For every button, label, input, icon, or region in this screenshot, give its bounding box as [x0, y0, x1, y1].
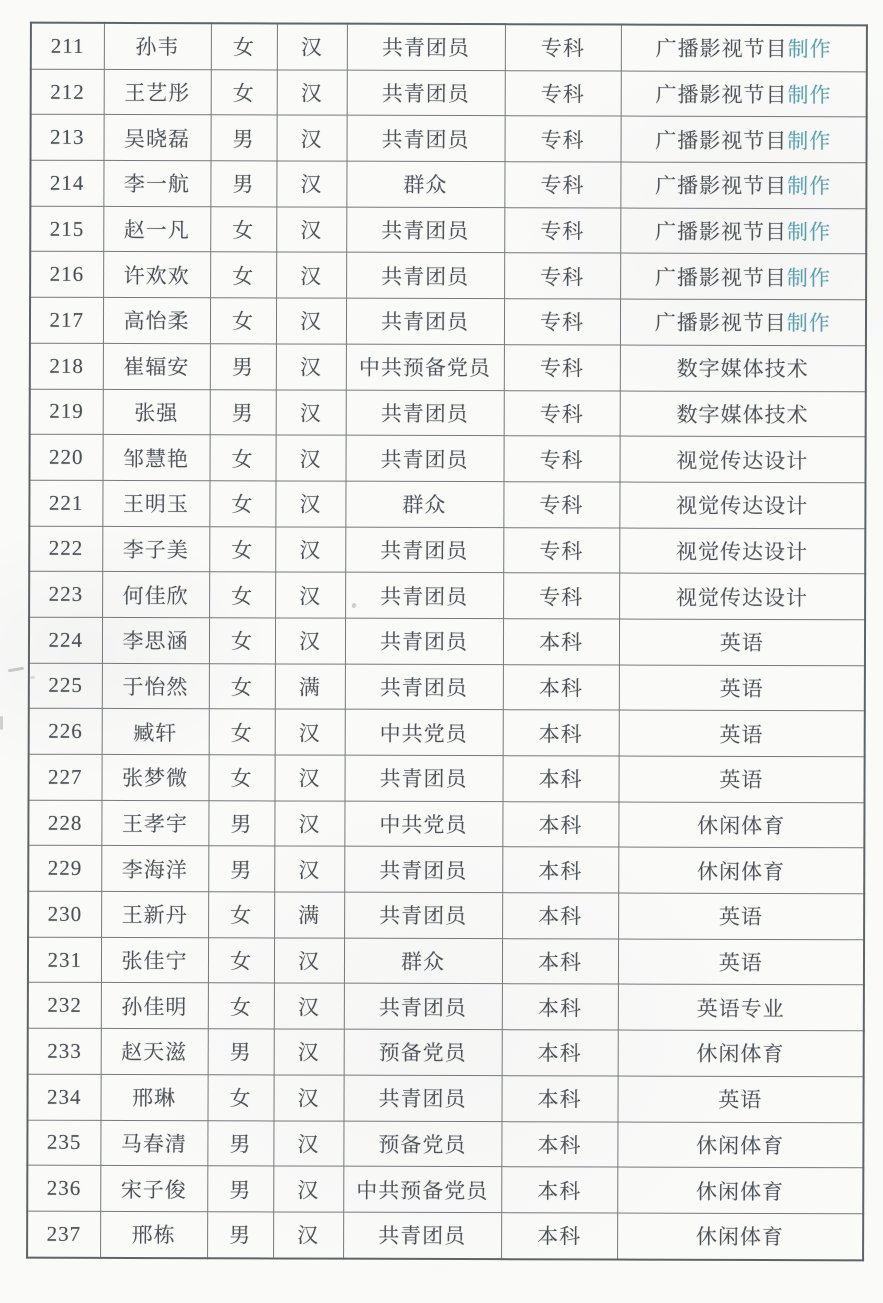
cell-major: 英语专业	[618, 984, 864, 1030]
cell-major: 英语	[619, 710, 865, 756]
cell-education-level: 专科	[504, 162, 620, 208]
cell-gender: 男	[210, 344, 276, 390]
table-row	[28, 891, 864, 939]
cell-political-status: 共青团员	[347, 70, 505, 116]
cell-ethnicity: 汉	[276, 161, 346, 207]
cell-ethnicity: 汉	[273, 1166, 343, 1212]
cell-number: 230	[28, 891, 101, 937]
table-row	[28, 800, 864, 848]
cell-ethnicity: 汉	[274, 938, 344, 984]
cell-major: 视觉传达设计	[619, 573, 865, 619]
cell-education-level: 本科	[501, 1167, 617, 1213]
cell-ethnicity: 汉	[277, 23, 347, 69]
cell-major	[621, 25, 867, 72]
cell-number: 220	[30, 434, 103, 480]
cell-gender: 女	[208, 755, 274, 801]
cell-name: 崔辐安	[103, 343, 210, 389]
cell-education-level: 专科	[505, 70, 621, 116]
cell-gender: 男	[208, 800, 274, 846]
cell-education-level: 本科	[503, 710, 619, 756]
cell-education-level: 本科	[501, 1213, 617, 1260]
cell-gender: 女	[207, 1075, 273, 1121]
cell-gender: 男	[208, 846, 274, 892]
scan-smudge	[8, 667, 24, 673]
cell-major: 英语	[617, 1076, 863, 1122]
cell-political-status: 群众	[346, 161, 504, 207]
cell-political-status: 中共预备党员	[346, 344, 504, 390]
cell-gender: 男	[208, 1029, 274, 1075]
cell-political-status: 中共预备党员	[343, 1166, 501, 1212]
cell-education-level: 专科	[504, 253, 620, 299]
cell-number: 219	[30, 389, 103, 435]
cell-number: 235	[27, 1120, 100, 1166]
cell-education-level: 本科	[502, 893, 618, 939]
cell-major	[620, 162, 866, 208]
cell-major	[620, 299, 866, 345]
cell-ethnicity: 汉	[274, 846, 344, 892]
cell-number: 215	[30, 206, 103, 252]
cell-ethnicity: 汉	[277, 115, 347, 161]
cell-major: 休闲体育	[618, 802, 864, 848]
cell-political-status: 群众	[345, 481, 503, 527]
cell-gender: 男	[210, 389, 276, 435]
cell-education-level: 本科	[502, 756, 618, 802]
cell-name: 高怡柔	[103, 298, 210, 344]
major-text-accent: 制作	[787, 83, 832, 108]
cell-education-level: 本科	[503, 619, 619, 665]
cell-name: 张强	[103, 389, 210, 435]
cell-name: 于怡然	[102, 663, 209, 709]
table-row	[29, 617, 865, 665]
cell-major: 数字媒体技术	[620, 345, 866, 391]
cell-gender: 女	[209, 709, 275, 755]
cell-gender: 男	[210, 161, 276, 207]
cell-name: 赵天滋	[101, 1029, 208, 1075]
major-text-accent: 制作	[786, 220, 832, 245]
cell-name: 臧轩	[102, 709, 209, 755]
cell-major: 休闲体育	[618, 847, 864, 893]
cell-number: 225	[29, 663, 102, 709]
cell-education-level: 本科	[501, 1075, 617, 1121]
cell-number: 222	[29, 526, 102, 572]
cell-number: 216	[30, 252, 103, 298]
cell-gender: 男	[211, 115, 277, 161]
cell-education-level: 专科	[504, 207, 620, 253]
cell-major: 英语	[619, 665, 865, 711]
major-text: 广播影视节目	[654, 311, 787, 336]
cell-major	[621, 116, 867, 162]
cell-ethnicity: 汉	[276, 344, 346, 390]
cell-gender: 女	[209, 572, 275, 618]
cell-education-level: 专科	[505, 116, 621, 162]
cell-name: 李子美	[102, 526, 209, 572]
cell-political-status: 共青团员	[344, 892, 502, 938]
table-row	[29, 526, 865, 574]
cell-gender: 女	[208, 892, 274, 938]
cell-political-status: 预备党员	[344, 1029, 502, 1075]
cell-gender: 女	[209, 526, 275, 572]
cell-gender: 女	[209, 663, 275, 709]
scan-smudge	[0, 716, 3, 730]
cell-political-status: 共青团员	[345, 572, 503, 618]
cell-education-level: 专科	[505, 24, 621, 71]
cell-political-status: 共青团员	[345, 527, 503, 573]
cell-education-level: 本科	[501, 1121, 617, 1167]
cell-gender: 女	[211, 23, 277, 69]
cell-name: 邢栋	[100, 1211, 207, 1258]
cell-education-level: 本科	[502, 801, 618, 847]
cell-name: 何佳欣	[102, 572, 209, 618]
cell-gender: 女	[210, 435, 276, 481]
cell-major	[620, 208, 866, 254]
table-row	[30, 160, 866, 208]
cell-education-level: 专科	[503, 573, 619, 619]
major-text-accent: 制作	[786, 265, 831, 290]
cell-political-status: 共青团员	[343, 1212, 501, 1259]
cell-ethnicity: 满	[275, 664, 345, 710]
table-row	[28, 754, 864, 802]
cell-number: 212	[31, 69, 104, 115]
cell-number: 221	[29, 480, 102, 526]
cell-political-status: 共青团员	[346, 390, 504, 436]
cell-gender: 女	[210, 252, 276, 298]
major-text: 广播影视节目	[654, 219, 788, 245]
cell-gender: 女	[208, 938, 274, 984]
cell-political-status: 共青团员	[346, 435, 504, 481]
table-row	[29, 480, 865, 528]
cell-number: 223	[29, 571, 102, 617]
cell-name: 王艺彤	[104, 69, 211, 115]
table-row	[31, 115, 867, 163]
cell-number: 234	[27, 1074, 100, 1120]
major-text: 广播影视节目	[655, 82, 788, 108]
table-row	[30, 206, 866, 254]
cell-political-status: 群众	[344, 938, 502, 984]
cell-gender: 女	[208, 983, 274, 1029]
cell-education-level: 专科	[504, 299, 620, 345]
cell-major: 英语	[618, 756, 864, 802]
cell-major: 休闲体育	[617, 1167, 863, 1213]
cell-ethnicity: 汉	[274, 801, 344, 847]
cell-education-level: 本科	[502, 984, 618, 1030]
cell-major: 视觉传达设计	[620, 436, 866, 482]
table-row	[30, 389, 866, 437]
cell-political-status: 共青团员	[346, 253, 504, 299]
cell-education-level: 专科	[504, 344, 620, 390]
cell-major: 视觉传达设计	[619, 528, 865, 574]
table-tilt-wrapper	[26, 22, 868, 1261]
cell-political-status: 共青团员	[346, 207, 504, 253]
cell-major	[621, 71, 867, 117]
cell-political-status: 共青团员	[347, 24, 505, 71]
table-row	[31, 23, 867, 72]
cell-ethnicity: 汉	[275, 527, 345, 573]
cell-number: 231	[28, 937, 101, 983]
cell-name: 张梦微	[101, 754, 208, 800]
cell-gender: 女	[210, 298, 276, 344]
cell-name: 宋子俊	[100, 1166, 207, 1212]
major-text-accent: 制作	[787, 174, 832, 199]
student-roster-table	[26, 22, 868, 1261]
cell-gender: 女	[210, 207, 276, 253]
major-text: 广播影视节目	[655, 36, 788, 62]
cell-ethnicity: 汉	[275, 572, 345, 618]
cell-political-status: 共青团员	[344, 847, 502, 893]
cell-gender: 女	[211, 69, 277, 115]
table-row	[30, 434, 866, 482]
cell-ethnicity: 汉	[277, 70, 347, 116]
cell-number: 213	[31, 115, 104, 161]
cell-number: 214	[30, 160, 103, 206]
cell-major: 休闲体育	[618, 1030, 864, 1076]
cell-name: 李一航	[103, 160, 210, 206]
cell-name: 王明玉	[102, 480, 209, 526]
cell-name: 张佳宁	[101, 937, 208, 983]
major-text-accent: 制作	[787, 128, 832, 153]
cell-number: 236	[27, 1165, 100, 1211]
table-row	[28, 1028, 864, 1076]
cell-major: 英语	[618, 939, 864, 985]
table-row	[29, 708, 865, 756]
cell-education-level: 专科	[504, 436, 620, 482]
cell-ethnicity: 汉	[276, 252, 346, 298]
cell-major: 英语	[619, 619, 865, 665]
cell-political-status: 共青团员	[347, 116, 505, 162]
cell-name: 孙佳明	[101, 983, 208, 1029]
cell-ethnicity: 汉	[274, 755, 344, 801]
table-row	[28, 937, 864, 985]
cell-name: 王新丹	[101, 891, 208, 937]
cell-number: 233	[28, 1028, 101, 1074]
table-row	[28, 846, 864, 894]
cell-major: 视觉传达设计	[619, 482, 865, 528]
cell-ethnicity: 汉	[275, 481, 345, 527]
cell-ethnicity: 汉	[276, 389, 346, 435]
table-row	[30, 343, 866, 391]
cell-major: 休闲体育	[617, 1213, 863, 1260]
cell-number: 232	[28, 983, 101, 1029]
major-text: 广播影视节目	[655, 128, 788, 153]
cell-gender: 男	[207, 1120, 273, 1166]
cell-political-status: 共青团员	[344, 755, 502, 801]
cell-number: 226	[29, 708, 102, 754]
table-row	[29, 571, 865, 619]
cell-major	[620, 253, 866, 299]
cell-political-status: 预备党员	[343, 1121, 501, 1167]
cell-name: 邹慧艳	[103, 435, 210, 481]
cell-ethnicity: 满	[274, 892, 344, 938]
table-row	[31, 69, 867, 117]
major-text: 广播影视节目	[654, 265, 787, 290]
cell-education-level: 专科	[503, 482, 619, 528]
cell-number: 237	[27, 1211, 100, 1257]
cell-major: 数字媒体技术	[620, 391, 866, 437]
table-row	[27, 1074, 863, 1122]
cell-education-level: 本科	[502, 1030, 618, 1076]
cell-name: 李海洋	[101, 846, 208, 892]
cell-gender: 男	[207, 1166, 273, 1212]
cell-number: 224	[29, 617, 102, 663]
cell-number: 218	[30, 343, 103, 389]
cell-political-status: 共青团员	[346, 298, 504, 344]
table-row	[27, 1165, 863, 1213]
table-row	[27, 1211, 863, 1260]
table-row	[28, 983, 864, 1031]
table-row	[27, 1120, 863, 1168]
cell-education-level: 本科	[502, 938, 618, 984]
cell-ethnicity: 汉	[276, 207, 346, 253]
cell-political-status: 共青团员	[345, 664, 503, 710]
cell-ethnicity: 汉	[275, 709, 345, 755]
cell-political-status: 共青团员	[344, 984, 502, 1030]
cell-number: 228	[28, 800, 101, 846]
cell-number: 227	[28, 754, 101, 800]
major-text: 广播影视节目	[655, 174, 788, 199]
cell-ethnicity: 汉	[275, 618, 345, 664]
cell-name: 吴晓磊	[104, 115, 211, 161]
major-text-accent: 制作	[786, 311, 831, 336]
cell-name: 孙韦	[104, 23, 211, 70]
cell-ethnicity: 汉	[273, 1120, 343, 1166]
cell-number: 211	[31, 23, 104, 69]
cell-ethnicity: 汉	[274, 1029, 344, 1075]
table-row	[30, 297, 866, 345]
cell-education-level: 本科	[503, 664, 619, 710]
cell-name: 许欢欢	[103, 252, 210, 298]
cell-name: 马春清	[100, 1120, 207, 1166]
cell-name: 王孝宇	[101, 800, 208, 846]
cell-gender: 女	[209, 481, 275, 527]
cell-ethnicity: 汉	[273, 1075, 343, 1121]
cell-number: 217	[30, 297, 103, 343]
cell-major: 休闲体育	[617, 1122, 863, 1168]
cell-ethnicity: 汉	[273, 1212, 343, 1258]
cell-name: 邢琳	[100, 1074, 207, 1120]
cell-political-status: 共青团员	[345, 618, 503, 664]
cell-education-level: 专科	[503, 527, 619, 573]
cell-gender: 男	[207, 1212, 273, 1258]
cell-political-status: 中共党员	[344, 801, 502, 847]
cell-political-status: 中共党员	[345, 709, 503, 755]
cell-ethnicity: 汉	[276, 435, 346, 481]
cell-gender: 女	[209, 618, 275, 664]
table-row	[30, 252, 866, 300]
cell-major: 英语	[618, 893, 864, 939]
cell-name: 李思涵	[102, 617, 209, 663]
cell-ethnicity: 汉	[276, 298, 346, 344]
cell-political-status: 共青团员	[343, 1075, 501, 1121]
cell-education-level: 本科	[502, 847, 618, 893]
table-row	[29, 663, 865, 711]
cell-ethnicity: 汉	[274, 983, 344, 1029]
cell-education-level: 专科	[504, 390, 620, 436]
cell-number: 229	[28, 846, 101, 892]
major-text-accent: 制作	[787, 37, 832, 62]
cell-name: 赵一凡	[103, 206, 210, 252]
